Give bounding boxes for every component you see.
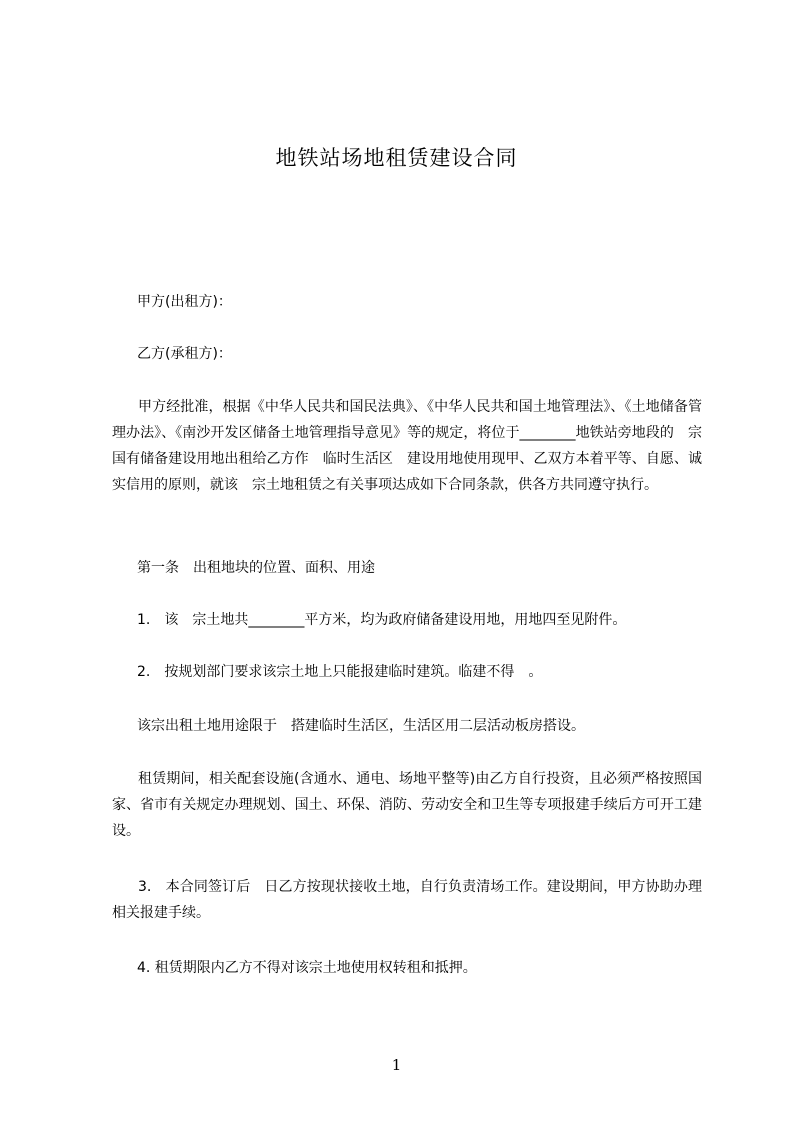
intro-paragraph: 甲方经批准，根据《中华人民共和国民法典》、《中华人民共和国土地管理法》、《土地储备管理办法》、《南沙开发区储备土地管理指导意见》等的规定，将位于________地铁站旁地段的 宗国有储备建设用地出租给乙方作 临时生活区 建设用地使用现甲、乙双方本着平等、自愿、诚实信用的原则，就该 宗土地租赁之有关事项达成如下合同条款，供各方共同遵守执行。 [112,399,702,493]
article1-item3: 3. 本合同签订后 日乙方按现状接收土地，自行负责清场工作。建设期间，甲方协助办理相关报建手续。 [112,879,702,921]
party-b-label: 乙方(承租方)： [137,346,232,362]
party-a-label: 甲方(出租方)： [137,294,232,310]
document-title: 地铁站场地租赁建设合同 [275,146,518,170]
article1-heading: 第一条 出租地块的位置、面积、用途 [137,560,375,576]
usage-paragraph: 该宗出租土地用途限于 搭建临时生活区，生活区用二层活动板房搭设。 [137,718,585,734]
facilities-paragraph: 租赁期间，相关配套设施(含通水、通电、场地平整等)由乙方自行投资，且必须严格按照国家、省市有关规定办理规划、国土、环保、消防、劳动安全和卫生等专项报建手续后方可开工建设。 [112,771,702,839]
page-number: 1 [391,1056,402,1074]
article1-item4: 4. 租赁期限内乙方不得对该宗土地使用权转租和抵押。 [137,960,477,976]
article1-item2: 2. 按规划部门要求该宗土地上只能报建临时建筑。临建不得 。 [137,664,543,680]
article1-item1: 1. 该 宗土地共________平方米，均为政府储备建设用地，用地四至见附件。 [137,612,627,628]
